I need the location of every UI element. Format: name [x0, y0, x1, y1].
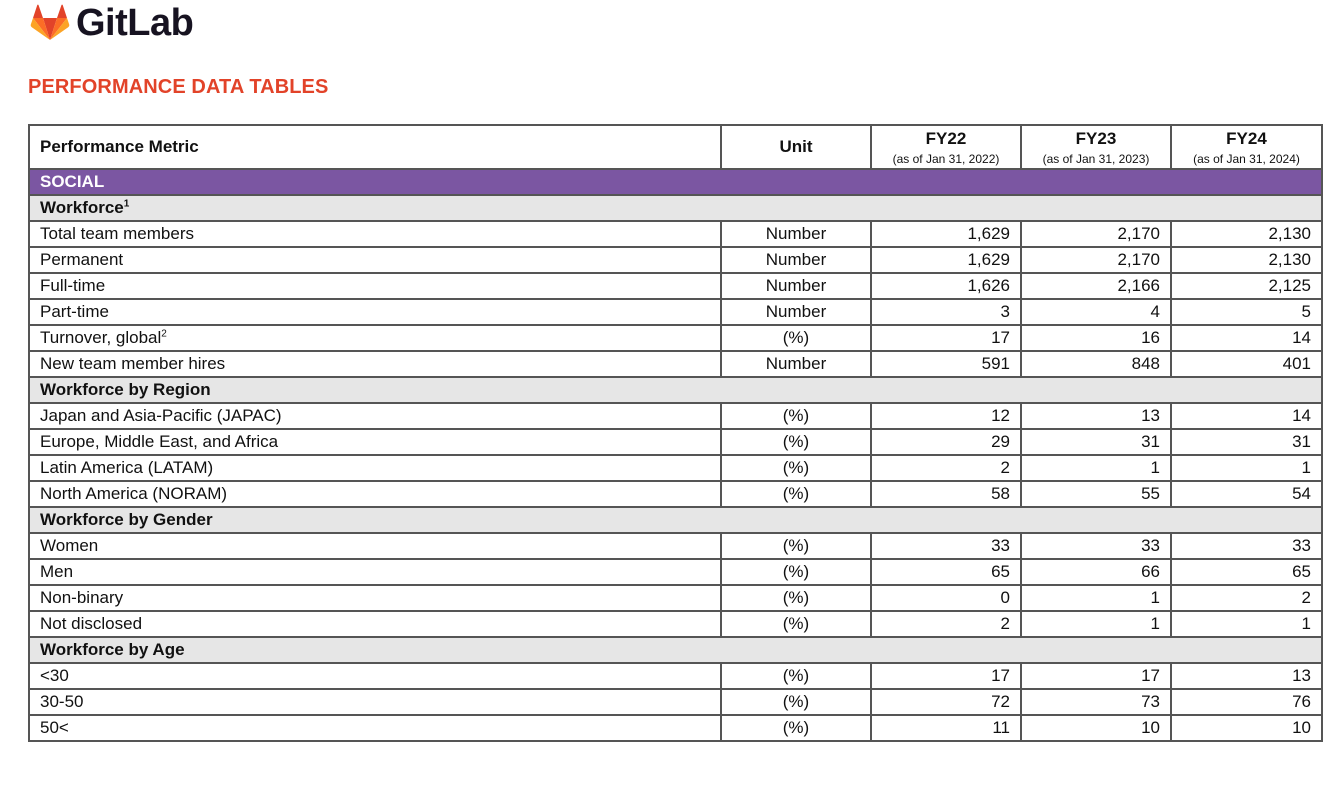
table-row [29, 403, 1322, 429]
value-cell-fy23: 1 [1021, 585, 1171, 611]
table-row [29, 221, 1322, 247]
group-label-text: Workforce by Region [40, 380, 211, 399]
group-label [29, 637, 1322, 663]
gitlab-logo [30, 2, 193, 44]
value-cell-fy22: 0 [871, 585, 1021, 611]
value-cell-fy22: 17 [871, 325, 1021, 351]
unit-cell: (%) [721, 585, 871, 611]
header-fy-date: (as of Jan 31, 2024) [1193, 152, 1300, 166]
value-cell-fy22: 12 [871, 403, 1021, 429]
unit-cell: (%) [721, 663, 871, 689]
value-cell-fy23: 66 [1021, 559, 1171, 585]
table-row [29, 455, 1322, 481]
value-cell-fy24: 65 [1171, 559, 1322, 585]
value-cell-fy24: 33 [1171, 533, 1322, 559]
group-label-text: Workforce [40, 198, 124, 217]
footnote-marker: 1 [123, 198, 130, 210]
table-row [29, 533, 1322, 559]
value-cell-fy24: 14 [1171, 325, 1322, 351]
metric-cell [29, 221, 721, 247]
metric-cell [29, 273, 721, 299]
table-row [29, 715, 1322, 741]
unit-cell: (%) [721, 689, 871, 715]
metric-label: North America (NORAM) [40, 484, 228, 503]
value-cell-fy24: 2,130 [1171, 247, 1322, 273]
table-row [29, 325, 1322, 351]
value-cell-fy24: 1 [1171, 611, 1322, 637]
unit-cell: (%) [721, 481, 871, 507]
group-label-text: Workforce by Gender [40, 510, 213, 529]
table-row [29, 429, 1322, 455]
header-fy23 [1021, 125, 1171, 169]
gitlab-tanuki-icon [30, 4, 70, 42]
metric-cell [29, 247, 721, 273]
table-body [29, 169, 1322, 741]
section-label: SOCIAL [29, 169, 1322, 195]
metric-label: Latin America (LATAM) [40, 458, 214, 477]
metric-label: Women [40, 536, 99, 555]
header-metric: Performance Metric [29, 125, 721, 169]
unit-cell: Number [721, 221, 871, 247]
value-cell-fy24: 14 [1171, 403, 1322, 429]
value-cell-fy23: 2,170 [1021, 247, 1171, 273]
unit-cell: (%) [721, 533, 871, 559]
value-cell-fy23: 4 [1021, 299, 1171, 325]
group-label-text: Workforce by Age [40, 640, 185, 659]
value-cell-fy22: 1,629 [871, 247, 1021, 273]
metric-label: 50< [40, 718, 69, 737]
metric-cell [29, 429, 721, 455]
metric-label: Men [40, 562, 74, 581]
value-cell-fy23: 73 [1021, 689, 1171, 715]
value-cell-fy23: 848 [1021, 351, 1171, 377]
logo-text: GitLab [76, 2, 194, 44]
metric-label: 30-50 [40, 692, 84, 711]
metric-label: Part-time [40, 302, 109, 321]
group-label [29, 195, 1322, 221]
group-row [29, 195, 1322, 221]
value-cell-fy23: 1 [1021, 611, 1171, 637]
metric-cell [29, 403, 721, 429]
value-cell-fy24: 76 [1171, 689, 1322, 715]
header-fy24 [1171, 125, 1322, 169]
metric-cell [29, 663, 721, 689]
value-cell-fy23: 55 [1021, 481, 1171, 507]
value-cell-fy22: 1,626 [871, 273, 1021, 299]
value-cell-fy22: 58 [871, 481, 1021, 507]
metric-label: Permanent [40, 250, 124, 269]
table-row [29, 273, 1322, 299]
value-cell-fy22: 17 [871, 663, 1021, 689]
value-cell-fy23: 13 [1021, 403, 1171, 429]
value-cell-fy22: 33 [871, 533, 1021, 559]
metric-label: Not disclosed [40, 614, 143, 633]
metric-label: Turnover, global [40, 328, 162, 347]
unit-cell: (%) [721, 715, 871, 741]
table-row [29, 663, 1322, 689]
metric-cell [29, 585, 721, 611]
value-cell-fy24: 13 [1171, 663, 1322, 689]
page-title: PERFORMANCE DATA TABLES [28, 76, 329, 98]
metric-label: <30 [40, 666, 69, 685]
table-row [29, 247, 1322, 273]
value-cell-fy22: 3 [871, 299, 1021, 325]
metric-cell [29, 689, 721, 715]
unit-cell: Number [721, 299, 871, 325]
value-cell-fy24: 54 [1171, 481, 1322, 507]
group-label [29, 507, 1322, 533]
value-cell-fy24: 5 [1171, 299, 1322, 325]
unit-cell: (%) [721, 559, 871, 585]
metric-label: Japan and Asia-Pacific (JAPAC) [40, 406, 282, 425]
value-cell-fy22: 1,629 [871, 221, 1021, 247]
table-row [29, 611, 1322, 637]
metric-label: Europe, Middle East, and Africa [40, 432, 279, 451]
value-cell-fy23: 1 [1021, 455, 1171, 481]
value-cell-fy22: 11 [871, 715, 1021, 741]
value-cell-fy24: 31 [1171, 429, 1322, 455]
table-row [29, 585, 1322, 611]
value-cell-fy22: 29 [871, 429, 1021, 455]
header-fy22 [871, 125, 1021, 169]
unit-cell: Number [721, 247, 871, 273]
unit-cell: (%) [721, 403, 871, 429]
metric-cell [29, 533, 721, 559]
performance-data-table [28, 124, 1323, 742]
metric-cell [29, 611, 721, 637]
unit-cell: (%) [721, 325, 871, 351]
value-cell-fy24: 10 [1171, 715, 1322, 741]
section-row-social [29, 169, 1322, 195]
table-row [29, 299, 1322, 325]
value-cell-fy23: 31 [1021, 429, 1171, 455]
value-cell-fy23: 33 [1021, 533, 1171, 559]
table-row [29, 481, 1322, 507]
value-cell-fy22: 65 [871, 559, 1021, 585]
header-fy-label: FY22 [925, 129, 967, 148]
value-cell-fy24: 401 [1171, 351, 1322, 377]
metric-cell [29, 351, 721, 377]
metric-cell [29, 299, 721, 325]
header-fy-label: FY24 [1226, 129, 1267, 148]
value-cell-fy24: 2 [1171, 585, 1322, 611]
metric-label: Non-binary [40, 588, 124, 607]
group-row [29, 637, 1322, 663]
header-fy-date: (as of Jan 31, 2022) [892, 152, 1000, 166]
group-row [29, 377, 1322, 403]
metric-cell [29, 455, 721, 481]
value-cell-fy23: 16 [1021, 325, 1171, 351]
metric-label: Total team members [40, 224, 194, 243]
value-cell-fy23: 2,166 [1021, 273, 1171, 299]
unit-cell: Number [721, 351, 871, 377]
value-cell-fy22: 591 [871, 351, 1021, 377]
metric-cell [29, 559, 721, 585]
value-cell-fy24: 1 [1171, 455, 1322, 481]
value-cell-fy22: 72 [871, 689, 1021, 715]
header-unit: Unit [721, 125, 871, 169]
value-cell-fy22: 2 [871, 611, 1021, 637]
value-cell-fy22: 2 [871, 455, 1021, 481]
value-cell-fy23: 17 [1021, 663, 1171, 689]
metric-label: Full-time [40, 276, 106, 295]
group-label [29, 377, 1322, 403]
unit-cell: (%) [721, 455, 871, 481]
metric-cell [29, 325, 721, 351]
unit-cell: Number [721, 273, 871, 299]
value-cell-fy23: 2,170 [1021, 221, 1171, 247]
value-cell-fy24: 2,125 [1171, 273, 1322, 299]
metric-cell [29, 715, 721, 741]
value-cell-fy24: 2,130 [1171, 221, 1322, 247]
metric-label: New team member hires [40, 354, 226, 373]
group-row [29, 507, 1322, 533]
table-row [29, 559, 1322, 585]
table-header-row [29, 125, 1322, 169]
unit-cell: (%) [721, 429, 871, 455]
metric-cell [29, 481, 721, 507]
table-row [29, 351, 1322, 377]
footnote-marker: 2 [161, 328, 167, 340]
unit-cell: (%) [721, 611, 871, 637]
table-row [29, 689, 1322, 715]
header-fy-label: FY23 [1075, 129, 1117, 148]
value-cell-fy23: 10 [1021, 715, 1171, 741]
header-fy-date: (as of Jan 31, 2023) [1042, 152, 1150, 166]
